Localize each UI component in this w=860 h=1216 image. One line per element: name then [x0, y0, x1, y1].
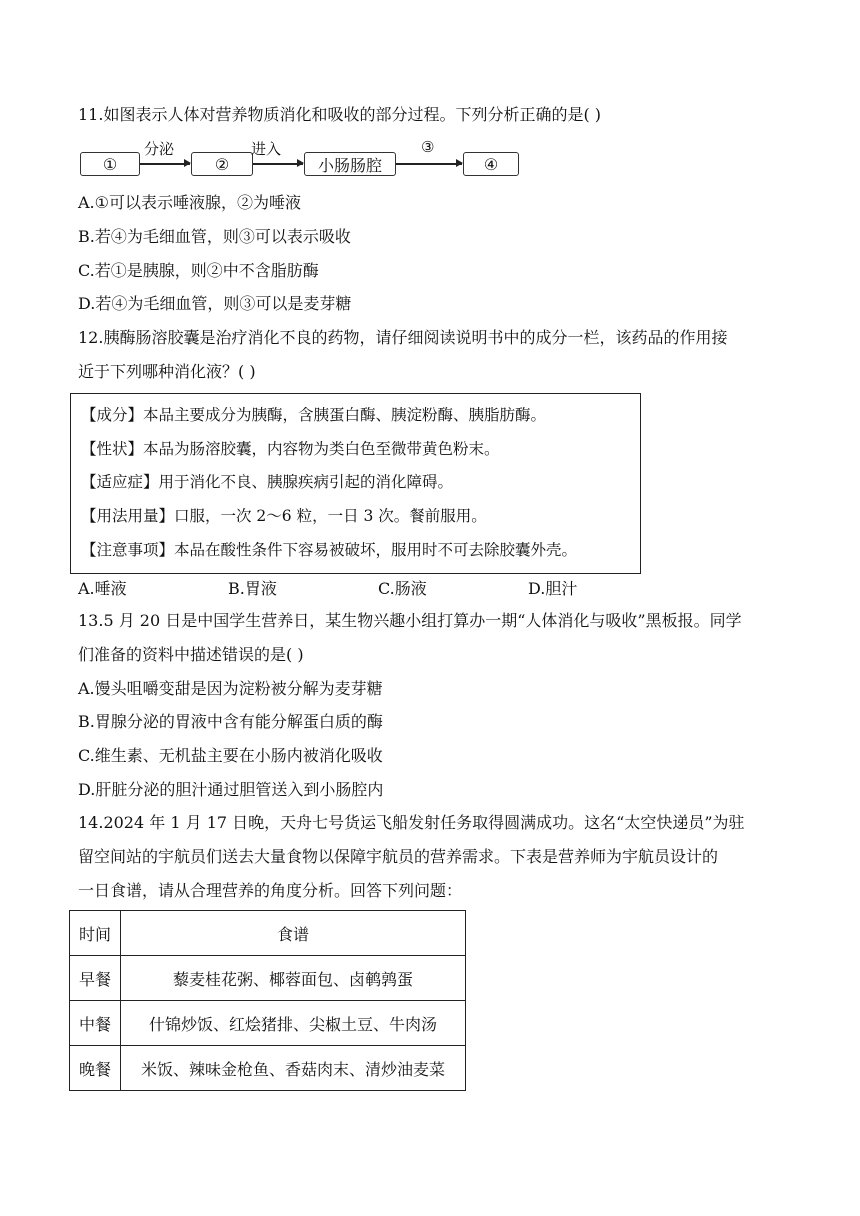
q13-option-c: C.维生素、无机盐主要在小肠内被消化吸收 — [78, 746, 383, 765]
table-row — [70, 1046, 466, 1091]
table-row — [70, 956, 466, 1001]
box-line-indications: 【适应症】用于消化不良、胰腺疾病引起的消化障碍。 — [81, 473, 454, 491]
q13-option-d: D.肝脏分泌的胆汁通过胆管送入到小肠腔内 — [78, 780, 384, 799]
q12-stem-line2: 近于下列哪种消化液？( ) — [78, 362, 256, 381]
q12-option-a: A.唾液 — [78, 579, 127, 598]
row-dinner-time: 晚餐 — [70, 1046, 121, 1091]
q14-stem-line3: 一日食谱，请从合理营养的角度分析。回答下列问题： — [78, 881, 463, 900]
row-breakfast-menu: 藜麦桂花粥、椰蓉面包、卤鹌鹑蛋 — [121, 956, 466, 1001]
flow-label-3: ③ — [421, 138, 435, 156]
q12-instruction-box — [70, 393, 641, 574]
q12-option-c: C.肠液 — [378, 579, 427, 598]
q12-stem-line1: 12.胰酶肠溶胶囊是治疗消化不良的药物，请仔细阅读说明书中的成分一栏，该药品的作用接 — [78, 328, 728, 347]
box-line-precautions: 【注意事项】本品在酸性条件下容易被破坏，服用时不可去除胶囊外壳。 — [81, 541, 578, 559]
q14-stem-line2: 留空间站的宇航员们送去大量食物以保障宇航员的营养需求。下表是营养师为宇航员设计的 — [78, 847, 719, 866]
flow-box-4: ④ — [463, 152, 519, 176]
flow-box-1: ① — [80, 152, 140, 176]
q11-option-b: B.若④为毛细血管，则③可以表示吸收 — [78, 227, 351, 246]
q12-option-d: D.胆汁 — [528, 579, 578, 598]
box-line-dosage: 【用法用量】口服，一次 2～6 粒，一日 3 次。餐前服用。 — [81, 507, 487, 525]
box-line-properties: 【性状】本品为肠溶胶囊，内容物为类白色至微带黄色粉末。 — [81, 440, 500, 458]
q11-option-a: A.①可以表示唾液腺，②为唾液 — [78, 193, 301, 212]
flow-arrow-3 — [396, 163, 462, 165]
q11-stem: 11.如图表示人体对营养物质消化和吸收的部分过程。下列分析正确的是( ) — [78, 105, 602, 124]
row-lunch-time: 中餐 — [70, 1001, 121, 1046]
q11-option-c: C.若①是胰腺，则②中不含脂肪酶 — [78, 261, 319, 280]
row-dinner-menu: 米饭、辣味金枪鱼、香菇肉末、清炒油麦菜 — [121, 1046, 466, 1091]
row-lunch-menu: 什锦炒饭、红烩猪排、尖椒土豆、牛肉汤 — [121, 1001, 466, 1046]
flow-box-2: ② — [191, 152, 253, 176]
q11-flow-diagram — [78, 140, 538, 182]
box-line-ingredients: 【成分】本品主要成分为胰酶，含胰蛋白酶、胰淀粉酶、胰脂肪酶。 — [81, 406, 547, 424]
q13-option-a: A.馒头咀嚼变甜是因为淀粉被分解为麦芽糖 — [78, 679, 383, 698]
flow-arrow-2 — [253, 163, 303, 165]
flow-label-secrete: 分泌 — [144, 140, 175, 158]
q13-stem-line2: 们准备的资料中描述错误的是( ) — [78, 645, 304, 664]
meal-plan-table — [69, 910, 466, 1091]
q13-stem-line1: 13.5 月 20 日是中国学生营养日，某生物兴趣小组打算办一期“人体消化与吸收”黑板报。同学 — [78, 611, 742, 630]
header-menu: 食谱 — [121, 911, 466, 956]
q13-option-b: B.胃腺分泌的胃液中含有能分解蛋白质的酶 — [78, 712, 383, 731]
q12-option-b: B.胃液 — [228, 579, 277, 598]
flow-arrow-1 — [140, 163, 190, 165]
row-breakfast-time: 早餐 — [70, 956, 121, 1001]
table-row — [70, 1001, 466, 1046]
header-time: 时间 — [70, 911, 121, 956]
flow-label-enter: 进入 — [251, 140, 282, 158]
flow-box-3: 小肠肠腔 — [304, 152, 396, 176]
q11-option-d: D.若④为毛细血管，则③可以是麦芽糖 — [78, 294, 352, 313]
q14-stem-line1: 14.2024 年 1 月 17 日晚，天舟七号货运飞船发射任务取得圆满成功。这名“太空快递员”为驻 — [78, 813, 745, 832]
table-header-row — [70, 911, 466, 956]
